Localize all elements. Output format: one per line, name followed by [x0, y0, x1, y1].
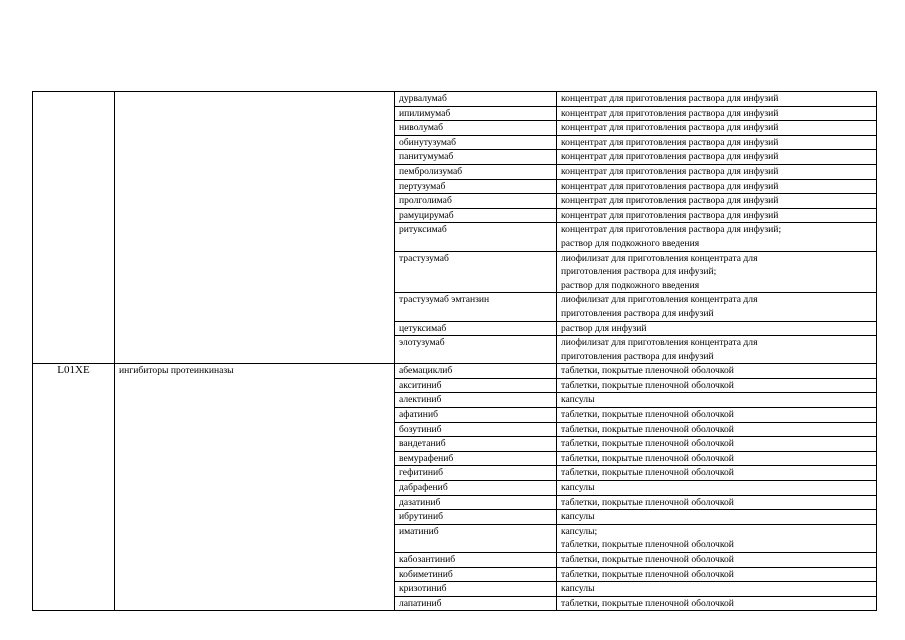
- drug-name-cell: трастузумаб эмтанзин: [395, 293, 557, 321]
- group-name-cell: [115, 92, 395, 364]
- dosage-form-cell: таблетки, покрытые пленочной оболочкой: [557, 451, 877, 466]
- drug-name-cell: ибрутиниб: [395, 510, 557, 525]
- drug-name-cell: вемурафениб: [395, 451, 557, 466]
- atc-code-cell: L01XE: [33, 364, 115, 611]
- dosage-form-cell: капсулы: [557, 481, 877, 496]
- drug-name-cell: ниволумаб: [395, 121, 557, 136]
- drug-name-cell: лапатиниб: [395, 596, 557, 611]
- dosage-form-cell: концентрат для приготовления раствора для инфузий: [557, 135, 877, 150]
- drug-name-cell: дабрафениб: [395, 481, 557, 496]
- dosage-form-cell: лиофилизат для приготовления концентрата для приготовления раствора для инфузий; раствор для подкожного введения: [557, 251, 877, 293]
- drug-list-page: [32, 91, 876, 611]
- drug-name-cell: обинутузумаб: [395, 135, 557, 150]
- drug-name-cell: цетуксимаб: [395, 321, 557, 336]
- dosage-form-cell: капсулы: [557, 582, 877, 597]
- dosage-form-cell: таблетки, покрытые пленочной оболочкой: [557, 567, 877, 582]
- dosage-form-cell: таблетки, покрытые пленочной оболочкой: [557, 495, 877, 510]
- dosage-form-cell: раствор для инфузий: [557, 321, 877, 336]
- drug-name-cell: ипилимумаб: [395, 106, 557, 121]
- dosage-form-cell: капсулы; таблетки, покрытые пленочной оболочкой: [557, 524, 877, 552]
- drug-name-cell: панитумумаб: [395, 150, 557, 165]
- dosage-form-cell: таблетки, покрытые пленочной оболочкой: [557, 437, 877, 452]
- drug-name-cell: пертузумаб: [395, 179, 557, 194]
- drug-name-cell: гефитиниб: [395, 466, 557, 481]
- drug-name-cell: алектиниб: [395, 393, 557, 408]
- drug-name-cell: абемациклиб: [395, 364, 557, 379]
- group-name-cell: ингибиторы протеинкиназы: [115, 364, 395, 611]
- drug-name-cell: элотузумаб: [395, 336, 557, 364]
- drug-name-cell: кобиметиниб: [395, 567, 557, 582]
- drug-name-cell: вандетаниб: [395, 437, 557, 452]
- dosage-form-cell: капсулы: [557, 510, 877, 525]
- dosage-form-cell: лиофилизат для приготовления концентрата для приготовления раствора для инфузий: [557, 293, 877, 321]
- drug-name-cell: пролголимаб: [395, 194, 557, 209]
- dosage-form-cell: концентрат для приготовления раствора для инфузий: [557, 208, 877, 223]
- dosage-form-cell: концентрат для приготовления раствора для инфузий: [557, 92, 877, 107]
- dosage-form-cell: концентрат для приготовления раствора для инфузий; раствор для подкожного введения: [557, 223, 877, 251]
- drug-name-cell: акситиниб: [395, 378, 557, 393]
- dosage-form-cell: концентрат для приготовления раствора для инфузий: [557, 106, 877, 121]
- dosage-form-cell: таблетки, покрытые пленочной оболочкой: [557, 596, 877, 611]
- drug-name-cell: дазатиниб: [395, 495, 557, 510]
- dosage-form-cell: таблетки, покрытые пленочной оболочкой: [557, 378, 877, 393]
- table-row: [33, 92, 877, 107]
- dosage-form-cell: концентрат для приготовления раствора для инфузий: [557, 179, 877, 194]
- drug-name-cell: трастузумаб: [395, 251, 557, 293]
- dosage-form-cell: таблетки, покрытые пленочной оболочкой: [557, 422, 877, 437]
- drug-name-cell: иматиниб: [395, 524, 557, 552]
- dosage-form-cell: капсулы: [557, 393, 877, 408]
- atc-code-cell: [33, 92, 115, 364]
- drug-table-body: [33, 92, 877, 611]
- dosage-form-cell: лиофилизат для приготовления концентрата для приготовления раствора для инфузий: [557, 336, 877, 364]
- dosage-form-cell: концентрат для приготовления раствора для инфузий: [557, 164, 877, 179]
- drug-name-cell: ритуксимаб: [395, 223, 557, 251]
- dosage-form-cell: концентрат для приготовления раствора для инфузий: [557, 194, 877, 209]
- drug-name-cell: кризотиниб: [395, 582, 557, 597]
- dosage-form-cell: таблетки, покрытые пленочной оболочкой: [557, 553, 877, 568]
- drug-name-cell: бозутиниб: [395, 422, 557, 437]
- drug-name-cell: рамуцирумаб: [395, 208, 557, 223]
- drug-table: [32, 91, 877, 611]
- table-row: [33, 364, 877, 379]
- dosage-form-cell: концентрат для приготовления раствора для инфузий: [557, 121, 877, 136]
- dosage-form-cell: концентрат для приготовления раствора для инфузий: [557, 150, 877, 165]
- dosage-form-cell: таблетки, покрытые пленочной оболочкой: [557, 364, 877, 379]
- drug-name-cell: кабозантиниб: [395, 553, 557, 568]
- drug-name-cell: пембролизумаб: [395, 164, 557, 179]
- dosage-form-cell: таблетки, покрытые пленочной оболочкой: [557, 408, 877, 423]
- drug-name-cell: дурвалумаб: [395, 92, 557, 107]
- dosage-form-cell: таблетки, покрытые пленочной оболочкой: [557, 466, 877, 481]
- drug-name-cell: афатиниб: [395, 408, 557, 423]
